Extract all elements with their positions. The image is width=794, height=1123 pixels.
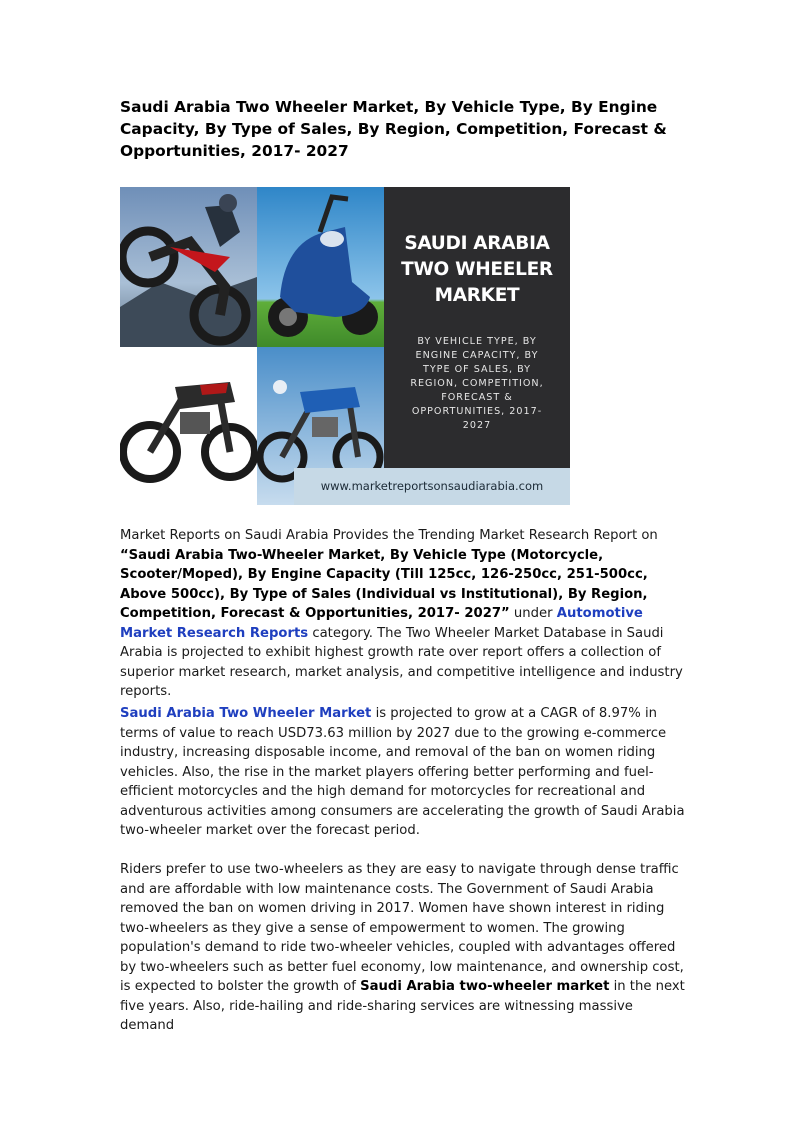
banner-subheading [384,335,570,433]
market-growth-paragraph [120,704,685,841]
banner-heading-line: TWO WHEELER [401,259,553,280]
banner-sub-line: BY VEHICLE TYPE, BY [417,336,537,347]
banner-sub-line: TYPE OF SALES, BY [422,364,532,375]
under-text: under [513,606,553,621]
market-bold-phrase: Saudi Arabia two-wheeler market [360,979,610,994]
riders-text-2: in the next five years. Also, ride-hailing and ride-sharing services are witnessing massive demand [120,979,685,1033]
intro-paragraph [120,526,685,702]
growth-text: is projected to grow at a CAGR of 8.97% in terms of value to reach USD73.63 million by 2027 due to the growing e-commerce industry, increasing disposable income, and removal of the ban on women riding vehicles. Also, the rise in the market players offering better performing and fuel-efficient motorcycles and the high demand for motorcycles for recreational and adventurous activities among consumers are accelerating the growth of Saudi Arabia two-wheeler market over the forecast period. [120,706,685,838]
banner-sub-line: OPPORTUNITIES, 2017- [411,406,543,417]
banner-heading [384,231,570,309]
intro-tail-text: category. The Two Wheeler Market Database in Saudi Arabia is projected to exhibit highest growth rate over report offers a collection of superior market research, market analysis, and competitive intelligence and industry reports. [120,625,683,699]
banner-sub-line: REGION, COMPETITION, [410,378,544,389]
banner-url: www.marketreportsonsaudiarabia.com [320,479,544,493]
banner-sub-line: 2027 [462,420,492,431]
banner-sub-line: FORECAST & [441,392,513,403]
banner-heading-line: SAUDI ARABIA [404,233,550,254]
two-wheeler-market-link[interactable]: Saudi Arabia Two Wheeler Market [120,706,372,721]
black-motorcycle-photo [120,347,257,505]
report-banner-image [120,187,570,505]
intro-text: Market Reports on Saudi Arabia Provides the Trending Market Research Report on [120,528,658,543]
riders-paragraph [120,860,685,1036]
blue-scooter-photo [257,187,384,347]
automotive-reports-link[interactable]: Automotive Market Research Reports [120,606,643,641]
stunt-rider-photo [120,187,257,347]
banner-sub-line: ENGINE CAPACITY, BY [415,350,539,361]
report-title-quote: “Saudi Arabia Two-Wheeler Market, By Vehicle Type (Motorcycle, Scooter/Moped), By Engine Capacity (Till 125cc, 126-250cc, 251-500cc, Above 500cc), By Type of Sales (Individual vs Institutional), By Region, Competition, Forecast & Opportunities, 2017- 2027” [120,547,648,621]
riders-text-1: Riders prefer to use two-wheelers as they are easy to navigate through dense traffic and are affordable with low maintenance costs. The Government of Saudi Arabia removed the ban on women driving in 2017. Women have shown interest in riding two-wheelers as they give a sense of empowerment to women. The growing population's demand to ride two-wheeler vehicles, coupled with advantages offered by two-wheelers such as better fuel economy, low maintenance, and ownership cost, is expected to bolster the growth of [120,862,684,994]
banner-heading-line: MARKET [434,285,520,306]
page-title: Saudi Arabia Two Wheeler Market, By Vehicle Type, By Engine Capacity, By Type of Sales, By Region, Competition, Forecast & Opportunities, 2017- 2027 [120,98,667,160]
